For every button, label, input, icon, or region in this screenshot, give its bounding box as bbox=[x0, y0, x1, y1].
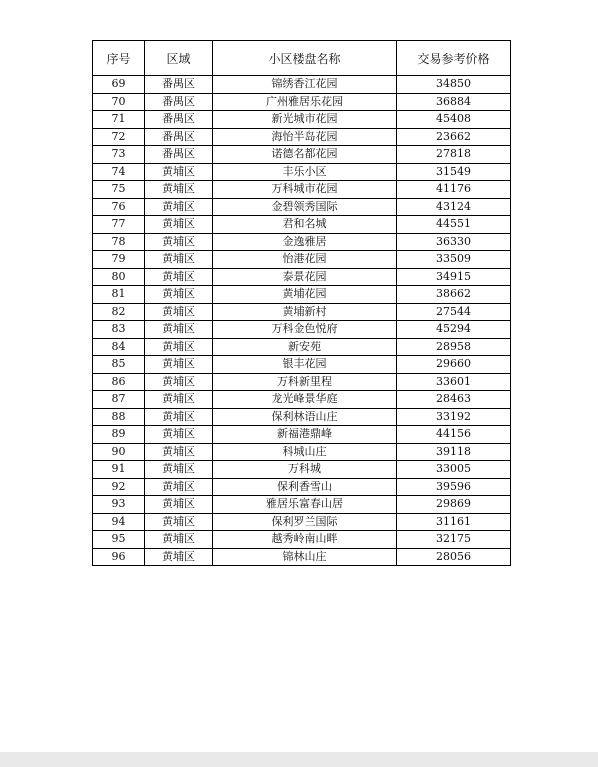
cell-district: 黄埔区 bbox=[145, 338, 213, 356]
table-row bbox=[93, 426, 511, 444]
cell-reference-price: 34915 bbox=[397, 268, 511, 286]
cell-reference-price: 33005 bbox=[397, 461, 511, 479]
cell-estate-name: 保利林语山庄 bbox=[213, 408, 397, 426]
cell-serial-number: 90 bbox=[93, 443, 145, 461]
reference-price-table bbox=[92, 40, 511, 566]
cell-serial-number: 85 bbox=[93, 356, 145, 374]
cell-reference-price: 31161 bbox=[397, 513, 511, 531]
table-row bbox=[93, 216, 511, 234]
header-district: 区域 bbox=[145, 41, 213, 76]
cell-estate-name: 万科城 bbox=[213, 461, 397, 479]
cell-serial-number: 73 bbox=[93, 146, 145, 164]
cell-district: 黄埔区 bbox=[145, 531, 213, 549]
cell-district: 黄埔区 bbox=[145, 356, 213, 374]
cell-estate-name: 万科城市花园 bbox=[213, 181, 397, 199]
cell-serial-number: 79 bbox=[93, 251, 145, 269]
cell-reference-price: 44551 bbox=[397, 216, 511, 234]
cell-serial-number: 72 bbox=[93, 128, 145, 146]
table-row bbox=[93, 356, 511, 374]
table-row bbox=[93, 146, 511, 164]
cell-district: 黄埔区 bbox=[145, 181, 213, 199]
cell-district: 黄埔区 bbox=[145, 478, 213, 496]
header-serial-number: 序号 bbox=[93, 41, 145, 76]
cell-estate-name: 龙光峰景华庭 bbox=[213, 391, 397, 409]
cell-estate-name: 君和名城 bbox=[213, 216, 397, 234]
table-row bbox=[93, 548, 511, 566]
table-row bbox=[93, 268, 511, 286]
cell-estate-name: 保利香雪山 bbox=[213, 478, 397, 496]
cell-serial-number: 88 bbox=[93, 408, 145, 426]
cell-reference-price: 28056 bbox=[397, 548, 511, 566]
cell-reference-price: 41176 bbox=[397, 181, 511, 199]
cell-serial-number: 81 bbox=[93, 286, 145, 304]
table-row bbox=[93, 111, 511, 129]
table-row bbox=[93, 93, 511, 111]
cell-district: 黄埔区 bbox=[145, 233, 213, 251]
table-row bbox=[93, 286, 511, 304]
cell-serial-number: 83 bbox=[93, 321, 145, 339]
cell-estate-name: 金碧领秀国际 bbox=[213, 198, 397, 216]
cell-serial-number: 89 bbox=[93, 426, 145, 444]
cell-estate-name: 新福港鼎峰 bbox=[213, 426, 397, 444]
cell-estate-name: 诺德名都花园 bbox=[213, 146, 397, 164]
cell-serial-number: 84 bbox=[93, 338, 145, 356]
cell-estate-name: 怡港花园 bbox=[213, 251, 397, 269]
cell-district: 黄埔区 bbox=[145, 268, 213, 286]
cell-reference-price: 29869 bbox=[397, 496, 511, 514]
table-row bbox=[93, 391, 511, 409]
table-row bbox=[93, 443, 511, 461]
cell-serial-number: 91 bbox=[93, 461, 145, 479]
cell-reference-price: 33192 bbox=[397, 408, 511, 426]
cell-estate-name: 万科金色悦府 bbox=[213, 321, 397, 339]
table-body bbox=[93, 76, 511, 566]
cell-reference-price: 27544 bbox=[397, 303, 511, 321]
cell-serial-number: 69 bbox=[93, 76, 145, 94]
cell-estate-name: 新安苑 bbox=[213, 338, 397, 356]
cell-serial-number: 70 bbox=[93, 93, 145, 111]
cell-district: 黄埔区 bbox=[145, 391, 213, 409]
cell-reference-price: 43124 bbox=[397, 198, 511, 216]
cell-estate-name: 雅居乐富春山居 bbox=[213, 496, 397, 514]
cell-reference-price: 36330 bbox=[397, 233, 511, 251]
table-row bbox=[93, 496, 511, 514]
table-row bbox=[93, 338, 511, 356]
cell-district: 黄埔区 bbox=[145, 163, 213, 181]
cell-district: 黄埔区 bbox=[145, 443, 213, 461]
cell-serial-number: 77 bbox=[93, 216, 145, 234]
cell-reference-price: 23662 bbox=[397, 128, 511, 146]
header-estate-name: 小区楼盘名称 bbox=[213, 41, 397, 76]
cell-district: 黄埔区 bbox=[145, 286, 213, 304]
cell-estate-name: 锦林山庄 bbox=[213, 548, 397, 566]
table-row bbox=[93, 128, 511, 146]
table-row bbox=[93, 76, 511, 94]
header-reference-price: 交易参考价格 bbox=[397, 41, 511, 76]
table-row bbox=[93, 181, 511, 199]
cell-reference-price: 28463 bbox=[397, 391, 511, 409]
table-row bbox=[93, 461, 511, 479]
cell-estate-name: 新光城市花园 bbox=[213, 111, 397, 129]
cell-estate-name: 万科新里程 bbox=[213, 373, 397, 391]
cell-estate-name: 越秀岭南山畔 bbox=[213, 531, 397, 549]
cell-district: 番禺区 bbox=[145, 146, 213, 164]
cell-estate-name: 保利罗兰国际 bbox=[213, 513, 397, 531]
cell-district: 番禺区 bbox=[145, 128, 213, 146]
cell-reference-price: 38662 bbox=[397, 286, 511, 304]
table-header-row bbox=[93, 41, 511, 76]
cell-serial-number: 94 bbox=[93, 513, 145, 531]
cell-serial-number: 96 bbox=[93, 548, 145, 566]
cell-reference-price: 31549 bbox=[397, 163, 511, 181]
cell-serial-number: 87 bbox=[93, 391, 145, 409]
cell-serial-number: 92 bbox=[93, 478, 145, 496]
cell-district: 黄埔区 bbox=[145, 321, 213, 339]
cell-district: 黄埔区 bbox=[145, 373, 213, 391]
cell-district: 黄埔区 bbox=[145, 496, 213, 514]
cell-estate-name: 科城山庄 bbox=[213, 443, 397, 461]
table-row bbox=[93, 321, 511, 339]
cell-district: 黄埔区 bbox=[145, 548, 213, 566]
table-row bbox=[93, 251, 511, 269]
cell-estate-name: 丰乐小区 bbox=[213, 163, 397, 181]
cell-reference-price: 28958 bbox=[397, 338, 511, 356]
cell-reference-price: 34850 bbox=[397, 76, 511, 94]
cell-reference-price: 33509 bbox=[397, 251, 511, 269]
cell-reference-price: 33601 bbox=[397, 373, 511, 391]
cell-district: 番禺区 bbox=[145, 93, 213, 111]
cell-reference-price: 39118 bbox=[397, 443, 511, 461]
cell-estate-name: 银丰花园 bbox=[213, 356, 397, 374]
cell-district: 黄埔区 bbox=[145, 513, 213, 531]
cell-serial-number: 74 bbox=[93, 163, 145, 181]
cell-reference-price: 32175 bbox=[397, 531, 511, 549]
cell-reference-price: 29660 bbox=[397, 356, 511, 374]
cell-serial-number: 82 bbox=[93, 303, 145, 321]
cell-serial-number: 71 bbox=[93, 111, 145, 129]
cell-district: 番禺区 bbox=[145, 111, 213, 129]
table-row bbox=[93, 531, 511, 549]
table-row bbox=[93, 408, 511, 426]
table-row bbox=[93, 373, 511, 391]
table-row bbox=[93, 513, 511, 531]
cell-reference-price: 27818 bbox=[397, 146, 511, 164]
cell-district: 黄埔区 bbox=[145, 426, 213, 444]
cell-serial-number: 86 bbox=[93, 373, 145, 391]
cell-estate-name: 泰景花园 bbox=[213, 268, 397, 286]
cell-reference-price: 39596 bbox=[397, 478, 511, 496]
cell-district: 黄埔区 bbox=[145, 198, 213, 216]
cell-estate-name: 锦绣香江花园 bbox=[213, 76, 397, 94]
cell-serial-number: 95 bbox=[93, 531, 145, 549]
cell-district: 黄埔区 bbox=[145, 251, 213, 269]
cell-reference-price: 45294 bbox=[397, 321, 511, 339]
cell-serial-number: 78 bbox=[93, 233, 145, 251]
cell-reference-price: 44156 bbox=[397, 426, 511, 444]
table-row bbox=[93, 163, 511, 181]
table-row bbox=[93, 233, 511, 251]
cell-reference-price: 36884 bbox=[397, 93, 511, 111]
table-row bbox=[93, 478, 511, 496]
table-row bbox=[93, 303, 511, 321]
cell-estate-name: 海怡半岛花园 bbox=[213, 128, 397, 146]
cell-district: 黄埔区 bbox=[145, 303, 213, 321]
cell-serial-number: 93 bbox=[93, 496, 145, 514]
cell-district: 番禺区 bbox=[145, 76, 213, 94]
cell-reference-price: 45408 bbox=[397, 111, 511, 129]
cell-serial-number: 76 bbox=[93, 198, 145, 216]
cell-serial-number: 80 bbox=[93, 268, 145, 286]
cell-district: 黄埔区 bbox=[145, 216, 213, 234]
cell-estate-name: 广州雅居乐花园 bbox=[213, 93, 397, 111]
cell-district: 黄埔区 bbox=[145, 461, 213, 479]
cell-estate-name: 黄埔花园 bbox=[213, 286, 397, 304]
cell-district: 黄埔区 bbox=[145, 408, 213, 426]
cell-estate-name: 黄埔新村 bbox=[213, 303, 397, 321]
cell-serial-number: 75 bbox=[93, 181, 145, 199]
cell-estate-name: 金逸雅居 bbox=[213, 233, 397, 251]
table-row bbox=[93, 198, 511, 216]
